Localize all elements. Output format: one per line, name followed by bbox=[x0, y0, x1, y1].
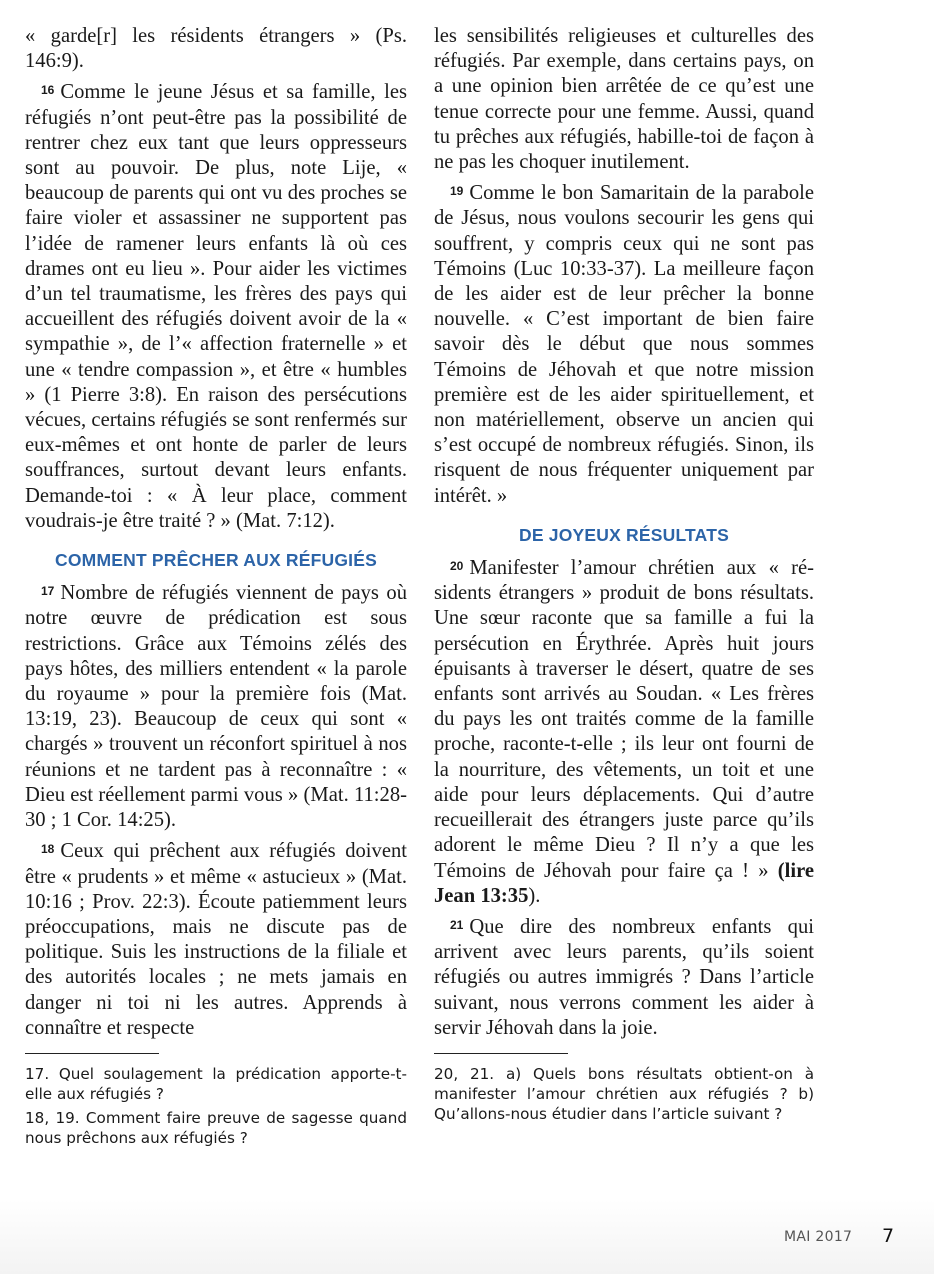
question-number: 20, 21. bbox=[434, 1064, 495, 1083]
paragraph-21 bbox=[434, 913, 814, 1041]
study-question bbox=[434, 1064, 814, 1124]
question-number: 18, 19. bbox=[25, 1108, 80, 1127]
paragraph-number: 18 bbox=[41, 842, 55, 857]
paragraph-text: Nombre de réfugiés viennent de pays où notre œuvre de prédication est sous restrictions. Grâce aux Témoins zélés des pays hôtes, des milliers entendent « la parole du royaume » pour la première fois (Mat. 13:19, 23). Beaucoup de ceux qui sont « chargés » trouvent un réconfort spirituel à nos réunions et ne tardent pas à reconnaître : « Dieu est réellement parmi vous » (Mat. 11:28-30 ; 1 Cor. 14:25). bbox=[25, 582, 407, 832]
section-heading: COMMENT PRÊCHER AUX RÉFUGIÉS bbox=[55, 550, 377, 571]
footnote-divider bbox=[25, 1053, 159, 1054]
paragraph-number: 19 bbox=[450, 184, 464, 199]
paragraph-text: Comme le jeune Jésus et sa famille, les réfugiés n’ont peut-être pas la possibilité de rentrer chez eux tant que leurs oppresseurs sont au pouvoir. De plus, note Lije, « beaucoup de parents qui ont vu des proches se faire violer et assassiner ne supportent pas l’idée de ramener leurs enfants là où ces drames ont eu lieu ». Pour aider les victimes d’un tel traumatisme, les frères des pays qui accueillent des réfugiés doivent avoir de la « sympathie », de l’« affection fraternelle » et une « tendre compassion », et être « humbles » (1 Pierre 3:8). En raison des persécutions vécues, certains réfugiés se sont renfermés sur eux-mêmes et ont honte de parler de leurs souffrances, surtout devant leurs enfants. Demande-toi : « À leur place, comment voudrais-je être traité ? » (Mat. 7:12). bbox=[25, 81, 407, 532]
right-column bbox=[434, 24, 814, 1128]
study-questions bbox=[25, 1064, 407, 1148]
study-questions bbox=[434, 1064, 814, 1124]
issue-date: MAI 2017 bbox=[784, 1229, 853, 1245]
paragraph-text: Manifester l’amour chrétien aux « résidents étrangers » produit de bons résultats. Une sœur raconte que sa famille a fui la persécution en Érythrée. Après huit jours épuisants à traverser le désert, quatre de ses enfants sont arrivés au Soudan. « Les frères du pays les ont traités comme de la famille proche, raconte-t-elle ; ils leur ont fourni de la nourriture, des vêtements, un toit et une aide pour leurs déplacements. Qui d’autre recueillerait des étrangers juste parce qu’ils adorent le même Dieu ? Il n’y a que les Témoins de Jéhovah pour faire ça ! » bbox=[434, 557, 814, 882]
paragraph-20 bbox=[434, 554, 814, 909]
left-column bbox=[25, 24, 407, 1152]
paragraph-number: 21 bbox=[450, 917, 464, 932]
scripture-close: ). bbox=[528, 884, 541, 907]
paragraph-18 bbox=[25, 837, 407, 1041]
continuation-paragraph: « garde[r] les résidents étrangers » (Ps. 146:9). bbox=[25, 25, 407, 73]
paragraph-number: 20 bbox=[450, 559, 464, 574]
question-text: a) Quels bons résultats obtient-on à manifester l’amour chrétien aux réfugiés ? b) Qu’allons-nous étudier dans l’article suivant ? bbox=[434, 1064, 815, 1123]
question-text: Comment faire preuve de sagesse quand nous prêchons aux réfugiés ? bbox=[25, 1108, 408, 1147]
paragraph-19 bbox=[434, 179, 814, 509]
study-question bbox=[25, 1064, 407, 1104]
study-question bbox=[25, 1108, 407, 1148]
paragraph-number: 16 bbox=[41, 83, 55, 98]
paragraph-17 bbox=[25, 579, 407, 833]
page-number: 7 bbox=[882, 1225, 895, 1247]
scripture-reference: lire Jean 13:35 bbox=[434, 859, 814, 907]
question-text: Quel soulagement la prédication apporte-t-elle aux réfugiés ? bbox=[25, 1064, 407, 1103]
question-number: 17. bbox=[25, 1064, 50, 1083]
paragraph-text: Ceux qui prêchent aux réfugiés doivent être « prudents » et même « astucieux » (Mat. 10:16 ; Prov. 22:3). Écoute patiemment leurs préoccupations, mais ne discute pas de politique. Suis les instructions de la filiale et des autorités locales ; ne mets jamais en danger ni toi ni les autres. Apprends à connaître et respecte bbox=[25, 840, 407, 1039]
paragraph-16 bbox=[25, 78, 407, 534]
paragraph-text: Que dire des nombreux enfants qui arrivent avec leurs parents, qu’ils soient réfugiés ou autres immigrés ? Dans l’article suivant, nous verrons comment les aider à servir Jéhovah dans la joie. bbox=[434, 915, 814, 1039]
scripture-open: ( bbox=[777, 859, 785, 882]
paragraph-text: Comme le bon Samaritain de la parabole de Jésus, nous voulons secourir les gens qui souffrent, y compris ceux qui ne sont pas Témoins (Luc 10:33-37). La meilleure façon de les aider est de leur prêcher la bonne nouvelle. « C’est important de bien faire savoir dès le début que nous sommes Témoins de Jéhovah et que notre mission première est de les aider spirituellement, et non matériellement, observe un ancien qui s’est occupé de nombreux réfugiés. Sinon, ils risquent de nous fréquenter uniquement par intérêt. » bbox=[434, 182, 814, 507]
section-heading: DE JOYEUX RÉSULTATS bbox=[519, 524, 729, 545]
footnote-divider bbox=[434, 1053, 568, 1054]
paragraph-number: 17 bbox=[41, 584, 55, 599]
continuation-paragraph: les sensibilités religieuses et culturelles des réfugiés. Par exemple, dans certains pays, on a une opinion bien arrêtée de ce qu’est une tenue correcte pour une femme. Aussi, quand tu prêches aux réfugiés, habille-toi de façon à ne pas les choquer inutilement. bbox=[434, 25, 814, 174]
